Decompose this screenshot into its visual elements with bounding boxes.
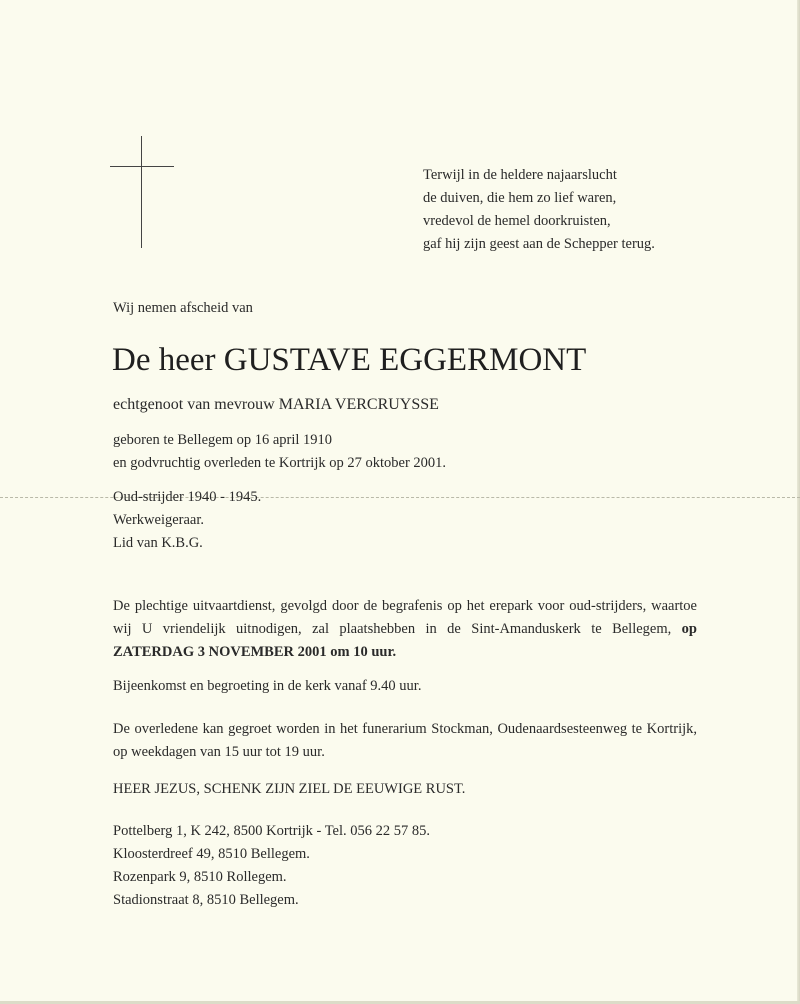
address-line: Kloosterdreef 49, 8510 Bellegem.	[113, 846, 310, 862]
life-dates	[113, 429, 446, 475]
address-line: Rozenpark 9, 8510 Rollegem.	[113, 869, 287, 885]
poem-line: gaf hij zijn geest aan de Schepper terug.	[423, 236, 655, 252]
spouse-line	[113, 394, 439, 416]
birth-line: geboren te Bellegem op 16 april 1910	[113, 432, 333, 448]
intro-text: Wij nemen afscheid van	[113, 300, 253, 316]
cross-icon	[110, 136, 174, 248]
address-line: Pottelberg 1, K 242, 8500 Kortrijk - Tel. 056 22 57 85.	[113, 823, 431, 839]
spouse-name: MARIA VERCRUYSSE	[278, 396, 439, 413]
deceased-name	[112, 338, 586, 382]
poem-line: vredevol de hemel doorkruisten,	[423, 213, 611, 229]
poem-line: Terwijl in de heldere najaarslucht	[423, 167, 617, 183]
funeral-text: De plechtige uitvaartdienst, gevolgd door de begrafenis op het erepark voor oud-strijders, waartoe wij U vriendelijk uitnodigen, zal plaatshebben in de Sint-Amanduskerk te Bellegem,	[113, 598, 697, 637]
title-line: Werkweigeraar.	[113, 512, 205, 528]
name-prefix: De heer	[112, 342, 216, 378]
poem-line: de duiven, die hem zo lief waren,	[423, 190, 617, 206]
poem	[423, 164, 655, 256]
prayer-text: HEER JEZUS, SCHENK ZIJN ZIEL DE EEUWIGE RUST.	[113, 781, 466, 797]
gathering-text: Bijeenkomst en begroeting in de kerk vanaf 9.40 uur.	[113, 678, 422, 694]
address-line: Stadionstraat 8, 8510 Bellegem.	[113, 892, 299, 908]
spouse-prefix: echtgenoot van mevrouw	[113, 396, 275, 413]
funeral-date: op ZATERDAG 3 NOVEMBER 2001 om 10 uur.	[113, 621, 697, 660]
death-line: en godvruchtig overleden te Kortrijk op 27 oktober 2001.	[113, 455, 447, 471]
name-main: GUSTAVE EGGERMONT	[223, 342, 587, 378]
titles	[113, 486, 261, 555]
addresses	[113, 820, 697, 912]
title-line: Oud-strijder 1940 - 1945.	[113, 489, 262, 505]
funeral-paragraph	[113, 595, 697, 664]
title-line: Lid van K.B.G.	[113, 535, 203, 551]
visitation-text: De overledene kan gegroet worden in het funerarium Stockman, Oudenaardsesteenweg te Kortrijk, op weekdagen van 15 uur tot 19 uur.	[113, 721, 697, 760]
